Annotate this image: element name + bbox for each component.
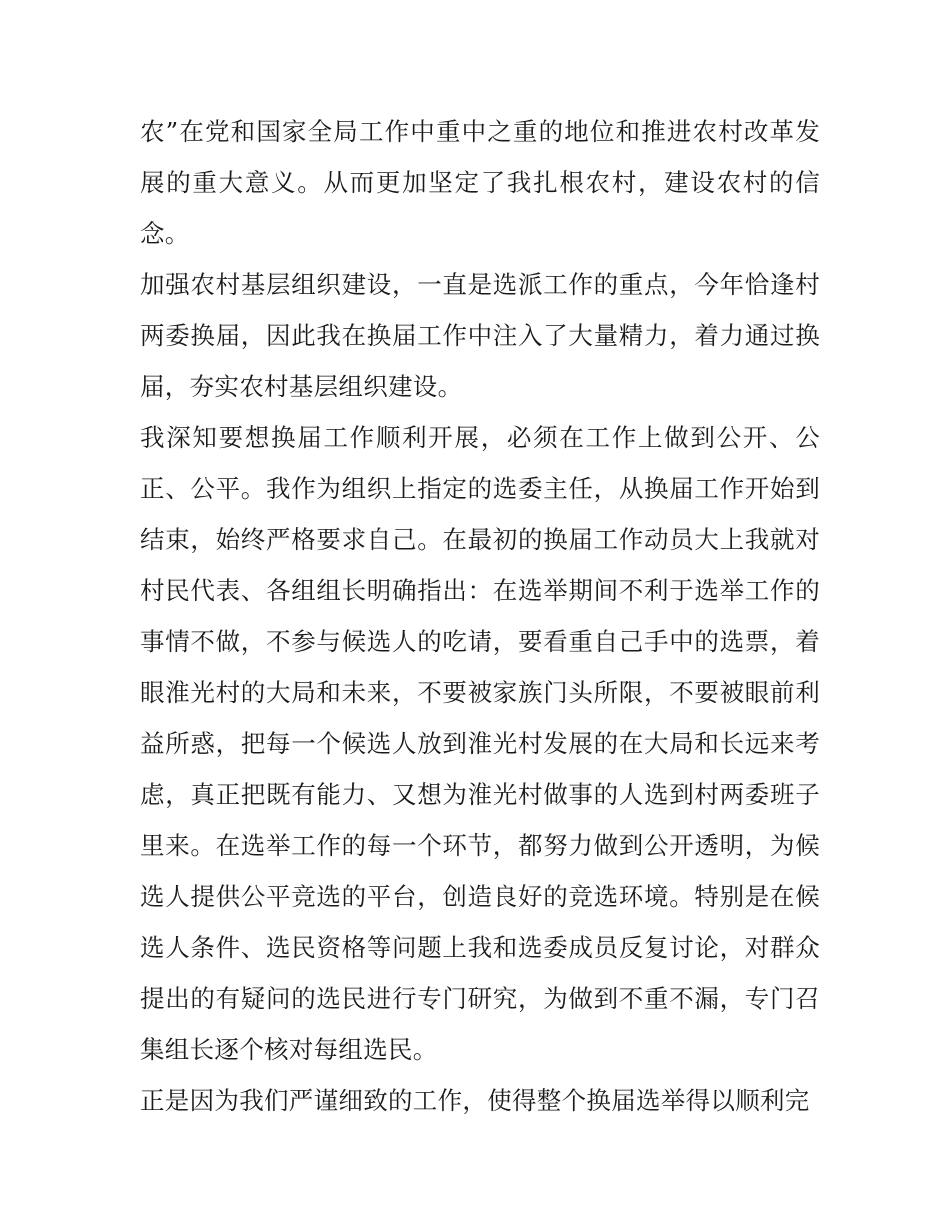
paragraph-3: 我深知要想换届工作顺利开展，必须在工作上做到公开、公正、公平。我作为组织上指定的选委主任，从换届工作开始到结束，始终严格要求自己。在最初的换届工作动员大上我就对村民代表、各组组长明确指出：在选举期间不利于选举工作的事情不做，不参与候选人的吃请，要看重自己手中的选票，着眼淮光村的大局和未来，不要被家族门头所限，不要被眼前利益所惑，把每一个候选人放到淮光村发展的在大局和长远来考虑，真正把既有能力、又想为淮光村做事的人选到村两委班子里来。在选举工作的每一个环节，都努力做到公开透明，为候选人提供公平竞选的平台，创造良好的竞选环境。特别是在候选人条件、选民资格等问题上我和选委成员反复讨论，对群众提出的有疑问的选民进行专门研究，为做到不重不漏，专门召集组长逐个核对每组选民。 <box>140 423 820 1064</box>
paragraph-1: 农”在党和国家全局工作中重中之重的地位和推进农村改革发展的重大意义。从而更加坚定了我扎根农村，建设农村的信念。 <box>140 117 820 248</box>
paragraph-4: 正是因为我们严谨细致的工作，使得整个换届选举得以顺利完 <box>140 1086 810 1115</box>
paragraph-2: 加强农村基层组织建设，一直是选派工作的重点，今年恰逢村两委换届，因此我在换届工作中注入了大量精力，着力通过换届，夯实农村基层组织建设。 <box>140 270 820 401</box>
document-body <box>140 106 820 1126</box>
